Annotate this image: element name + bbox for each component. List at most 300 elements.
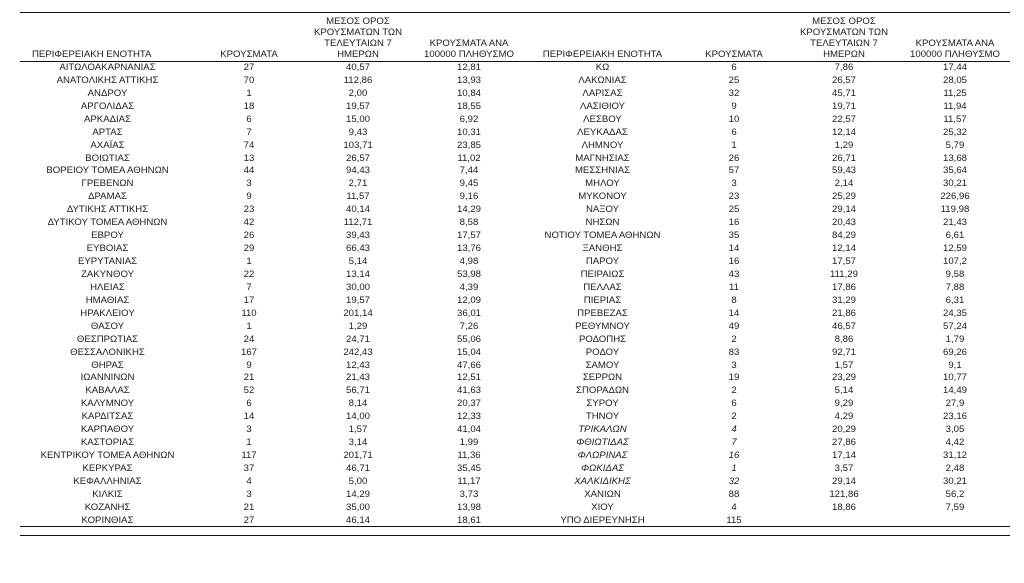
cell-per100k-right: 24,35	[942, 307, 967, 319]
cell-per100k-left: 7,44	[459, 165, 479, 177]
cell-avg7-right: 26,71	[831, 152, 856, 164]
cell-avg7-right: 18,86	[831, 501, 856, 513]
cell-cases-left: 9	[246, 359, 252, 371]
cell-cases-right: 1	[731, 139, 737, 151]
cell-region-right: ΧΙΟΥ	[591, 501, 614, 513]
cell-cases-right: 25	[728, 204, 740, 216]
cell-region-left: ΑΡΚΑΔΙΑΣ	[84, 113, 131, 125]
cell-cases-right: 115	[680, 514, 788, 527]
cell-region-left: ΒΟΙΩΤΙΑΣ	[85, 152, 130, 164]
cell-region-right: ΛΑΣΙΘΙΟΥ	[579, 100, 626, 112]
cell-per100k-left: 11,02	[457, 152, 481, 164]
cell-region-left: ΗΛΕΙΑΣ	[90, 281, 125, 293]
cell-region-right: ΠΕΙΡΑΙΩΣ	[580, 268, 625, 280]
cell-region-left: ΘΗΡΑΣ	[91, 359, 124, 371]
cell-region-right: ΛΗΜΝΟΥ	[581, 139, 624, 151]
cell-region-right: ΝΑΞΟΥ	[585, 204, 620, 216]
bottom-rule	[20, 535, 1010, 536]
cell-per100k-right: 7,59	[945, 501, 965, 513]
cell-cases-left: 117	[241, 450, 257, 462]
cell-avg7-left: 19,57	[345, 294, 370, 306]
cell-per100k-right: 23,16	[942, 411, 967, 423]
cell-per100k-right: 9,58	[945, 268, 965, 280]
cell-region-right: ΤΗΝΟΥ	[585, 411, 620, 423]
cell-region-right: ΠΡΕΒΕΖΑΣ	[577, 307, 628, 319]
cell-avg7-left: 15,00	[345, 113, 370, 125]
table-row	[20, 74, 1010, 87]
cell-avg7-right: 46,57	[831, 320, 856, 332]
table-row	[20, 307, 1010, 320]
cell-region-left: ΕΒΡΟΥ	[91, 230, 124, 242]
cell-cases-right: 19	[728, 372, 740, 384]
cell-region-left: ΕΥΡΥΤΑΝΙΑΣ	[77, 256, 138, 268]
cell-region-left: ΚΕΦΑΛΛΗΝΙΑΣ	[73, 475, 142, 487]
cell-cases-left: 13	[243, 152, 255, 164]
table-row	[20, 216, 1010, 229]
table-row	[20, 268, 1010, 281]
cell-avg7-right: 3,57	[834, 463, 854, 475]
table-row	[20, 139, 1010, 152]
cell-region-left: ΚΕΝΤΡΙΚΟΥ ΤΟΜΕΑ ΑΘΗΝΩΝ	[40, 450, 175, 462]
cell-avg7-left: 66,43	[345, 243, 370, 255]
header-cases-right: ΚΡΟΥΣΜΑΤΑ	[680, 12, 788, 61]
cell-avg7-right: 20,43	[831, 217, 856, 229]
cell-per100k-left: 9,45	[459, 178, 479, 190]
table-row	[20, 320, 1010, 333]
cell-per100k-right: 119,98	[940, 204, 970, 216]
cell-region-left: ΑΙΤΩΛΟΑΚΑΡΝΑΝΙΑΣ	[59, 62, 156, 74]
cell-cases-right: 2	[731, 333, 737, 345]
cell-region-right: ΣΥΡΟΥ	[586, 398, 619, 410]
cell-per100k-right: 56,2	[945, 488, 965, 500]
cell-avg7-right: 26,57	[831, 74, 856, 86]
cell-region-left: ΚΟΡΙΝΘΙΑΣ	[20, 514, 195, 527]
table-row	[20, 501, 1010, 514]
cell-cases-right: 7	[731, 437, 737, 449]
cell-per100k-right: 30,21	[942, 475, 967, 487]
cell-cases-right: 32	[728, 475, 740, 487]
cell-cases-left: 42	[243, 217, 255, 229]
table-row	[20, 177, 1010, 190]
cell-avg7-left: 201,71	[343, 450, 373, 462]
cell-region-left: ΓΡΕΒΕΝΩΝ	[81, 178, 134, 190]
cell-avg7-left: 242,43	[343, 346, 373, 358]
table-row	[20, 294, 1010, 307]
cell-cases-left: 44	[243, 165, 255, 177]
cell-region-left: ΔΡΑΜΑΣ	[88, 191, 127, 203]
cell-per100k-left: 20,37	[456, 398, 481, 410]
cell-region-right: ΛΑΚΩΝΙΑΣ	[578, 74, 627, 86]
header-region-right: ΠΕΡΙΦΕΡΕΙΑΚΗ ΕΝΟΤΗΤΑ	[525, 12, 680, 61]
cell-cases-left: 7	[246, 281, 252, 293]
cell-avg7-left: 112,71	[343, 217, 373, 229]
cell-cases-left: 9	[246, 191, 252, 203]
cell-region-right: ΡΟΔΟΥ	[585, 346, 620, 358]
cell-per100k-left: 12,81	[456, 62, 481, 74]
cell-per100k-right: 17,44	[942, 62, 967, 74]
cell-per100k-left: 1,99	[459, 437, 479, 449]
cell-avg7-left: 2,00	[348, 87, 368, 99]
header-avg7-left: ΜΕΣΟΣ ΟΡΟΣ ΚΡΟΥΣΜΑΤΩΝ ΤΩΝ ΤΕΛΕΥΤΑΙΩΝ 7 ΗΜΕΡΩΝ	[303, 12, 413, 61]
cell-avg7-right: 23,29	[831, 372, 856, 384]
cell-region-left: ΘΑΣΟΥ	[90, 320, 125, 332]
cell-per100k-left: 13,76	[456, 243, 481, 255]
cell-cases-left: 21	[243, 501, 255, 513]
cell-cases-left: 24	[243, 333, 255, 345]
top-rule	[20, 12, 1010, 13]
cell-per100k-right: 21,43	[942, 217, 967, 229]
cell-region-right: ΜΥΚΟΝΟΥ	[578, 191, 627, 203]
cell-region-right: ΦΘΙΩΤΙΔΑΣ	[576, 437, 629, 449]
cell-avg7-right: 84,29	[831, 230, 856, 242]
cell-per100k-right: 13,68	[942, 152, 967, 164]
cell-avg7-right: 17,86	[831, 281, 856, 293]
cell-avg7-left: 103,71	[343, 139, 373, 151]
cell-per100k-left: 9,16	[459, 191, 479, 203]
cell-per100k-left: 18,61	[413, 514, 525, 527]
cell-avg7-left: 26,57	[345, 152, 370, 164]
table-row	[20, 384, 1010, 397]
cell-per100k-right: 28,05	[942, 74, 967, 86]
cell-cases-right: 32	[728, 87, 740, 99]
cell-cases-right: 23	[728, 191, 740, 203]
cell-region-left: ΚΑΣΤΟΡΙΑΣ	[80, 437, 135, 449]
cell-per100k-right: 30,21	[942, 178, 967, 190]
cell-per100k-left: 3,73	[459, 488, 479, 500]
cell-avg7-left: 2,71	[348, 178, 368, 190]
cell-region-right: ΝΟΤΙΟΥ ΤΟΜΕΑ ΑΘΗΝΩΝ	[544, 230, 661, 242]
cell-avg7-right: 59,43	[831, 165, 856, 177]
cell-cases-left: 14	[243, 411, 255, 423]
cell-per100k-right: 14,49	[942, 385, 967, 397]
cell-avg7-left: 40,14	[345, 204, 370, 216]
table-row	[20, 397, 1010, 410]
cell-cases-left: 21	[243, 372, 255, 384]
cell-cases-right: 2	[731, 385, 737, 397]
cell-avg7-right: 111,29	[830, 268, 858, 280]
cell-region-right: ΠΑΡΟΥ	[585, 256, 620, 268]
cell-region-left: ΑΡΓΟΛΙΔΑΣ	[80, 100, 135, 112]
cell-region-left: ΕΥΒΟΙΑΣ	[86, 243, 129, 255]
cell-per100k-left: 12,33	[456, 411, 481, 423]
cell-avg7-left: 40,57	[345, 62, 370, 74]
cell-cases-left: 1	[246, 320, 252, 332]
cell-per100k-right: 2,48	[945, 463, 965, 475]
cell-region-left: ΘΕΣΠΡΩΤΙΑΣ	[76, 333, 139, 345]
cell-cases-left: 3	[246, 424, 252, 436]
cell-per100k-left: 55,06	[456, 333, 481, 345]
cell-cases-left: 7	[246, 126, 252, 138]
cell-avg7-left: 21,43	[345, 372, 370, 384]
cell-cases-left: 29	[243, 243, 255, 255]
cell-region-left: ΑΝΔΡΟΥ	[87, 87, 128, 99]
table-row	[20, 87, 1010, 100]
cell-per100k-left: 36,01	[456, 307, 481, 319]
cell-cases-left: 52	[243, 385, 255, 397]
cell-cases-right: 3	[731, 359, 737, 371]
table-row	[20, 152, 1010, 165]
cell-avg7-right: 4,29	[834, 411, 854, 423]
cell-per100k-right: 57,24	[942, 320, 967, 332]
cell-avg7-right: 12,14	[831, 243, 856, 255]
cell-cases-right: 6	[731, 398, 737, 410]
cell-region-right: ΦΛΩΡΙΝΑΣ	[577, 450, 628, 462]
cell-per100k-left: 41,04	[456, 424, 481, 436]
cell-region-left: ΚΑΡΔΙΤΣΑΣ	[81, 411, 134, 423]
cell-cases-right: 14	[728, 243, 740, 255]
cell-cases-right: 10	[728, 113, 740, 125]
cell-avg7-left: 1,57	[348, 424, 368, 436]
header-avg7-right: ΜΕΣΟΣ ΟΡΟΣ ΚΡΟΥΣΜΑΤΩΝ ΤΩΝ ΤΕΛΕΥΤΑΙΩΝ 7 ΗΜΕΡΩΝ	[788, 12, 900, 61]
cell-avg7-right: 2,14	[834, 178, 854, 190]
cell-avg7-right: 31,29	[831, 294, 856, 306]
cell-cases-right: 9	[731, 100, 737, 112]
header-region-left: ΠΕΡΙΦΕΡΕΙΑΚΗ ΕΝΟΤΗΤΑ	[20, 12, 195, 61]
cell-cases-left: 3	[246, 178, 252, 190]
cell-cases-right: 2	[731, 411, 737, 423]
cell-cases-right: 6	[731, 126, 737, 138]
cell-region-right: ΣΑΜΟΥ	[585, 359, 620, 371]
cell-region-right: ΦΩΚΙΔΑΣ	[581, 463, 624, 475]
cell-cases-right: 8	[731, 294, 737, 306]
cell-region-right: ΠΕΛΛΑΣ	[583, 281, 622, 293]
cell-cases-left: 17	[243, 294, 255, 306]
cell-cases-left: 6	[246, 113, 252, 125]
cell-cases-right: 25	[728, 74, 740, 86]
cell-per100k-right: 4,42	[945, 437, 965, 449]
cell-cases-right: 83	[728, 346, 740, 358]
table-row	[20, 514, 1010, 527]
cell-avg7-right: 21,86	[831, 307, 856, 319]
table-row	[20, 449, 1010, 462]
cell-avg7-right: 1,57	[834, 359, 854, 371]
cell-avg7-left: 8,14	[348, 398, 368, 410]
cell-region-right: ΣΕΡΡΩΝ	[582, 372, 623, 384]
cell-per100k-right: 10,77	[942, 372, 967, 384]
cell-region-right: ΠΙΕΡΙΑΣ	[583, 294, 622, 306]
cell-per100k-left: 12,09	[456, 294, 481, 306]
cell-per100k-left: 41,63	[456, 385, 481, 397]
cell-per100k-left: 11,36	[457, 450, 481, 462]
cell-avg7-left: 24,71	[345, 333, 370, 345]
table-row	[20, 372, 1010, 385]
table-row	[20, 359, 1010, 372]
table-row	[20, 488, 1010, 501]
cell-cases-right: 43	[728, 268, 740, 280]
table-body	[20, 61, 1010, 527]
cell-cases-left: 110	[241, 307, 257, 319]
cell-region-left: ΔΥΤΙΚΟΥ ΤΟΜΕΑ ΑΘΗΝΩΝ	[47, 217, 168, 229]
cell-avg7-right: 19,71	[831, 100, 856, 112]
cell-avg7-right: 25,29	[831, 191, 856, 203]
cell-region-left: ΚΙΛΚΙΣ	[92, 488, 123, 500]
cell-avg7-right: 27,86	[831, 437, 856, 449]
cell-per100k-right: 12,59	[942, 243, 967, 255]
cell-cases-right: 11	[729, 281, 739, 293]
cell-region-left: ΑΝΑΤΟΛΙΚΗΣ ΑΤΤΙΚΗΣ	[56, 74, 159, 86]
cell-cases-left: 1	[246, 437, 252, 449]
header-row	[20, 12, 1010, 61]
cell-region-left: ΗΡΑΚΛΕΙΟΥ	[80, 307, 135, 319]
cell-per100k-right: 31,12	[942, 450, 967, 462]
cell-avg7-left: 46,14	[303, 514, 413, 527]
cell-cases-right: 6	[731, 62, 737, 74]
cell-region-left: ΖΑΚΥΝΘΟΥ	[81, 268, 134, 280]
cell-region-left: ΚΑΛΥΜΝΟΥ	[80, 398, 135, 410]
cell-avg7-right: 92,71	[831, 346, 856, 358]
cell-avg7-left: 11,57	[346, 191, 370, 203]
cell-cases-left: 3	[246, 488, 252, 500]
cell-region-left: ΙΩΑΝΝΙΝΩΝ	[80, 372, 135, 384]
table-row	[20, 423, 1010, 436]
cell-avg7-left: 13,14	[345, 268, 370, 280]
cell-cases-left: 22	[243, 268, 255, 280]
table-row	[20, 436, 1010, 449]
table-row	[20, 113, 1010, 126]
cell-region-right: ΞΑΝΘΗΣ	[582, 243, 623, 255]
cell-region-left: ΚΑΡΠΑΘΟΥ	[80, 424, 135, 436]
cell-per100k-right: 11,57	[943, 113, 967, 125]
table-row	[20, 462, 1010, 475]
cell-avg7-left: 201,14	[343, 307, 373, 319]
cell-per100k-left: 8,58	[459, 217, 479, 229]
cell-cases-right: 4	[731, 424, 737, 436]
cell-avg7-right	[788, 514, 900, 527]
table-row	[20, 126, 1010, 139]
cell-region-right: ΣΠΟΡΑΔΩΝ	[576, 385, 629, 397]
cell-per100k-left: 23,85	[456, 139, 481, 151]
table-row	[20, 346, 1010, 359]
cell-per100k-right: 25,32	[942, 126, 967, 138]
cell-cases-left: 6	[246, 398, 252, 410]
cell-region-left: ΘΕΣΣΑΛΟΝΙΚΗΣ	[70, 346, 145, 358]
cell-region-right: ΛΑΡΙΣΑΣ	[582, 87, 623, 99]
cell-avg7-left: 46,71	[345, 463, 370, 475]
cell-per100k-left: 6,92	[459, 113, 479, 125]
cell-region-right: ΧΑΛΚΙΔΙΚΗΣ	[574, 475, 631, 487]
cell-per100k-right: 7,88	[945, 281, 965, 293]
cell-per100k-right: 5,79	[945, 139, 965, 151]
cell-region-right: ΧΑΝΙΩΝ	[584, 488, 621, 500]
cell-avg7-left: 14,00	[345, 411, 370, 423]
cell-region-right: ΜΑΓΝΗΣΙΑΣ	[575, 152, 630, 164]
cell-avg7-left: 14,29	[345, 488, 370, 500]
cell-avg7-left: 112,86	[343, 74, 373, 86]
cell-region-left: ΚΑΒΑΛΑΣ	[85, 385, 130, 397]
header-cases-left: ΚΡΟΥΣΜΑΤΑ	[195, 12, 303, 61]
cell-cases-left: 27	[195, 514, 303, 527]
cell-region-left: ΑΧΑΪΑΣ	[90, 139, 125, 151]
cell-avg7-right: 22,57	[831, 113, 856, 125]
cell-region-right: ΜΕΣΣΗΝΙΑΣ	[574, 165, 631, 177]
cell-region-right: ΝΗΣΩΝ	[585, 217, 620, 229]
cell-cases-left: 23	[243, 204, 255, 216]
cell-per100k-left: 4,98	[459, 256, 479, 268]
cell-avg7-left: 19,57	[345, 100, 370, 112]
cell-avg7-left: 94,43	[345, 165, 370, 177]
table-row	[20, 61, 1010, 74]
table-row	[20, 203, 1010, 216]
cell-per100k-right	[900, 514, 1010, 527]
cell-cases-left: 74	[243, 139, 255, 151]
cell-region-right: ΡΟΔΟΠΗΣ	[578, 333, 627, 345]
cell-cases-left: 1	[246, 256, 252, 268]
cell-per100k-left: 15,04	[456, 346, 481, 358]
cell-per100k-left: 7,26	[459, 320, 479, 332]
cell-avg7-right: 12,14	[831, 126, 856, 138]
cell-cases-right: 88	[728, 488, 740, 500]
cell-avg7-left: 35,00	[345, 501, 370, 513]
cell-cases-right: 57	[728, 165, 740, 177]
cell-avg7-left: 5,00	[348, 475, 368, 487]
cell-avg7-right: 121,86	[829, 488, 859, 500]
cell-per100k-left: 13,98	[456, 501, 481, 513]
cell-per100k-right: 11,25	[943, 87, 967, 99]
cell-per100k-left: 4,39	[459, 281, 479, 293]
cell-cases-left: 26	[243, 230, 255, 242]
cell-cases-right: 16	[728, 450, 740, 462]
cell-cases-left: 167	[240, 346, 257, 358]
cell-cases-right: 16	[728, 217, 740, 229]
case-table-sheet	[20, 12, 1010, 536]
cell-avg7-right: 45,71	[831, 87, 856, 99]
cell-cases-right: 35	[728, 230, 740, 242]
table-row	[20, 242, 1010, 255]
cell-per100k-left: 14,29	[456, 204, 481, 216]
cell-per100k-left: 47,66	[456, 359, 481, 371]
table-row	[20, 255, 1010, 268]
cell-per100k-left: 35,45	[456, 463, 481, 475]
cell-cases-left: 18	[243, 100, 255, 112]
cell-avg7-right: 1,29	[834, 139, 854, 151]
cell-avg7-left: 12,43	[345, 359, 370, 371]
cell-per100k-right: 1,79	[945, 333, 965, 345]
regional-cases-table	[20, 12, 1010, 527]
cell-per100k-left: 12,51	[456, 372, 481, 384]
cell-region-left: ΑΡΤΑΣ	[92, 126, 123, 138]
cell-per100k-left: 10,31	[456, 126, 481, 138]
cell-avg7-right: 9,29	[834, 398, 854, 410]
cell-cases-right: 3	[731, 178, 737, 190]
cell-region-left: ΗΜΑΘΙΑΣ	[85, 294, 130, 306]
table-row	[20, 410, 1010, 423]
cell-avg7-right: 8,86	[834, 333, 854, 345]
cell-per100k-left: 18,55	[456, 100, 481, 112]
table-row	[20, 229, 1010, 242]
cell-region-left: ΚΟΖΑΝΗΣ	[84, 501, 131, 513]
cell-cases-right: 26	[728, 152, 740, 164]
cell-per100k-left: 11,17	[457, 475, 481, 487]
cell-region-left: ΚΕΡΚΥΡΑΣ	[82, 463, 133, 475]
cell-region-right: ΛΕΥΚΑΔΑΣ	[577, 126, 628, 138]
table-row	[20, 190, 1010, 203]
cell-region-right: ΤΡΙΚΑΛΩΝ	[578, 424, 627, 436]
cell-region-right: ΚΩ	[595, 62, 610, 74]
cell-cases-left: 70	[243, 74, 255, 86]
cell-per100k-right: 6,61	[945, 230, 965, 242]
cell-cases-right: 1	[731, 463, 737, 475]
cell-avg7-left: 9,43	[348, 126, 368, 138]
cell-avg7-right: 5,14	[834, 385, 854, 397]
cell-region-right: ΛΕΣΒΟΥ	[583, 113, 622, 125]
cell-region-right: ΡΕΘΥΜΝΟΥ	[575, 320, 630, 332]
cell-cases-right: 4	[731, 501, 737, 513]
table-row	[20, 165, 1010, 178]
cell-per100k-right: 3,05	[945, 424, 965, 436]
cell-per100k-right: 6,31	[945, 294, 965, 306]
cell-per100k-right: 69,26	[942, 346, 967, 358]
cell-avg7-right: 7,86	[834, 62, 854, 74]
